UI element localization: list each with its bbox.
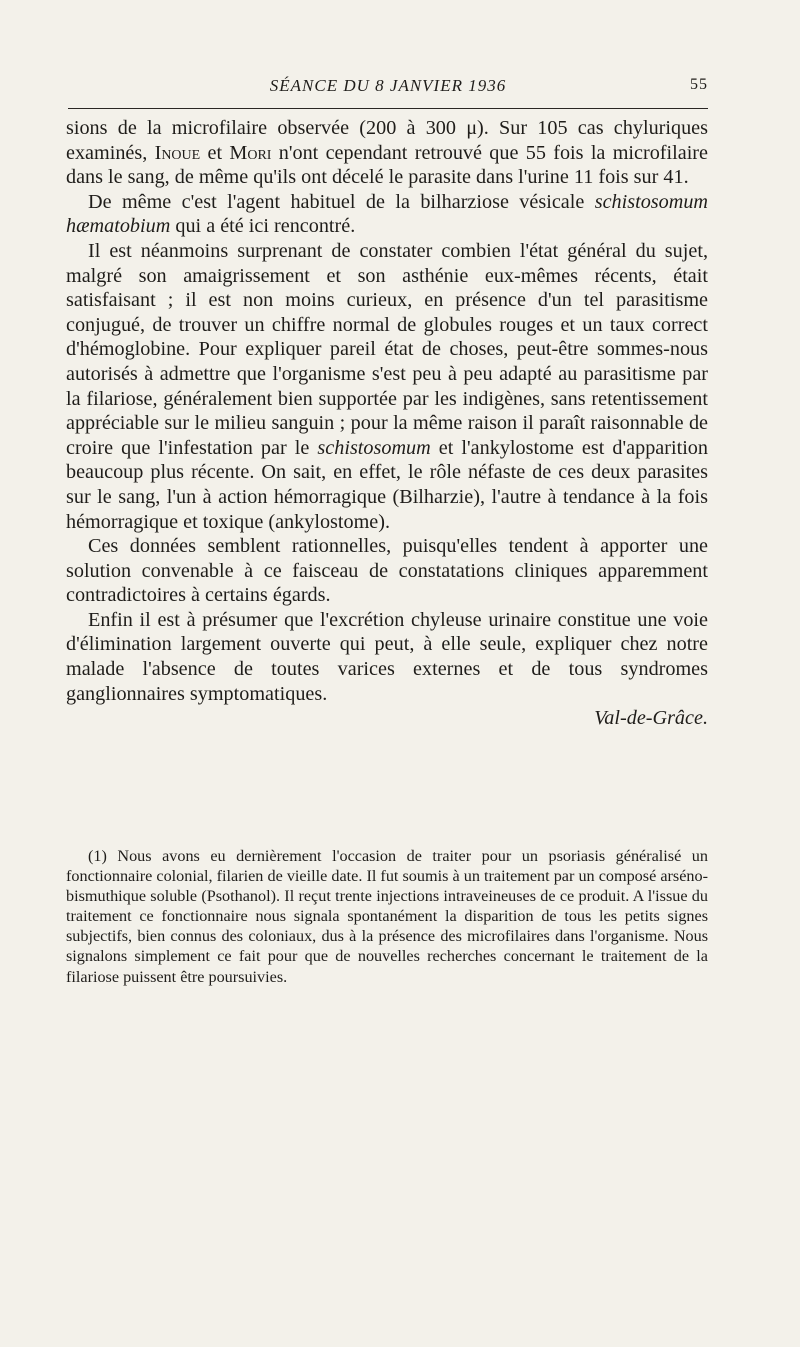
paragraph-3 — [66, 239, 708, 534]
paragraph-1-text-a: sions de la microfilaire observée (200 à 300 μ). Sur 105 cas chyluriques examinés, — [66, 117, 708, 164]
author-name-mori: Mori — [229, 141, 272, 164]
paragraph-2-text-a: De même c'est l'agent habituel de la bilharziose vésicale — [88, 190, 595, 213]
paragraph-1 — [66, 116, 708, 190]
running-title: SÉANCE DU 8 JANVIER 1936 — [269, 76, 507, 95]
footnote — [66, 846, 708, 987]
paragraph-5: Enfin il est à présumer que l'excrétion chyleuse urinaire constitue une voie d'élimination largement ouverte qui peut, à elle seule, expliquer chez notre malade l'absence de toutes varices externes et de tous syndromes ganglionnaires symptomatiques. — [66, 608, 708, 705]
paragraph-3-text-b: et l'ankylostome est d'apparition beaucoup plus récente. On sait, en effet, le rôle néfaste de ces deux parasites sur le sang, l'un à action hémorragique (Bilharzie), l'autre à tendance à la fois hémorragique et toxique (ankylostome). — [66, 436, 708, 533]
author-name-inoue: Inoue — [154, 141, 201, 164]
signature: Val-de-Grâce. — [594, 707, 708, 730]
paragraph-3-text-a: Il est néanmoins surprenant de constater combien l'état général du sujet, malgré son amaigrissement et son asthénie eux-mêmes récents, était satisfaisant ; il est non moins curieux, en présence d'un tel parasitisme conjugué, de trouver un chiffre normal de globules rouges et un taux correct d'hémoglobine. Pour expliquer pareil état de choses, peut-être sommes-nous autorisés à admettre que l'organisme s'est peu à peu adapté au parasitisme par la filariose, généralement bien supportée par les indigènes, sans retentissement appréciable sur le milieu sanguin ; pour la même raison il paraît raisonnable de croire que l'infestation par le — [66, 239, 708, 459]
header-rule — [68, 108, 708, 109]
schistosomum-italic: schistosomum — [317, 436, 431, 459]
paragraph-1-text-c: n'ont cependant retrouvé que 55 fois la microfilaire dans le sang, de même qu'ils ont décelé le parasite dans l'urine 11 fois sur 41. — [66, 141, 708, 189]
footnote-text: (1) Nous avons eu dernièrement l'occasion de traiter pour un psoriasis généralisé un fonctionnaire colonial, filarien de vieille date. Il fut soumis à un traitement par un composé arséno-bismuthique soluble (Psothanol). Il reçut trente injections intraveineuses de ce produit. A l'issue du traitement ce fonctionnaire nous signala spontanément la disparition de tous les petits signes subjectifs, bien connus des coloniaux, dus à la présence des microfilaires dans l'organisme. Nous signalons simplement ce fait pour que de nouvelles recherches concernant le traitement de la filariose puissent être poursuivies. — [66, 847, 708, 986]
paragraph-2-text-b: qui a été ici rencontré. — [170, 215, 356, 238]
paragraph-2 — [66, 190, 708, 239]
paragraph-1-text-b: et — [200, 141, 230, 164]
paragraph-4: Ces données semblent rationnelles, puisqu'elles tendent à apporter une solution convenable à ce faisceau de constatations cliniques apparemment contradictoires à certains égards. — [66, 535, 708, 607]
body-text — [66, 116, 708, 731]
page-number: 55 — [690, 76, 708, 93]
page-header — [68, 76, 708, 100]
species-name-italic: schistosomum hæmatobium — [66, 190, 708, 238]
